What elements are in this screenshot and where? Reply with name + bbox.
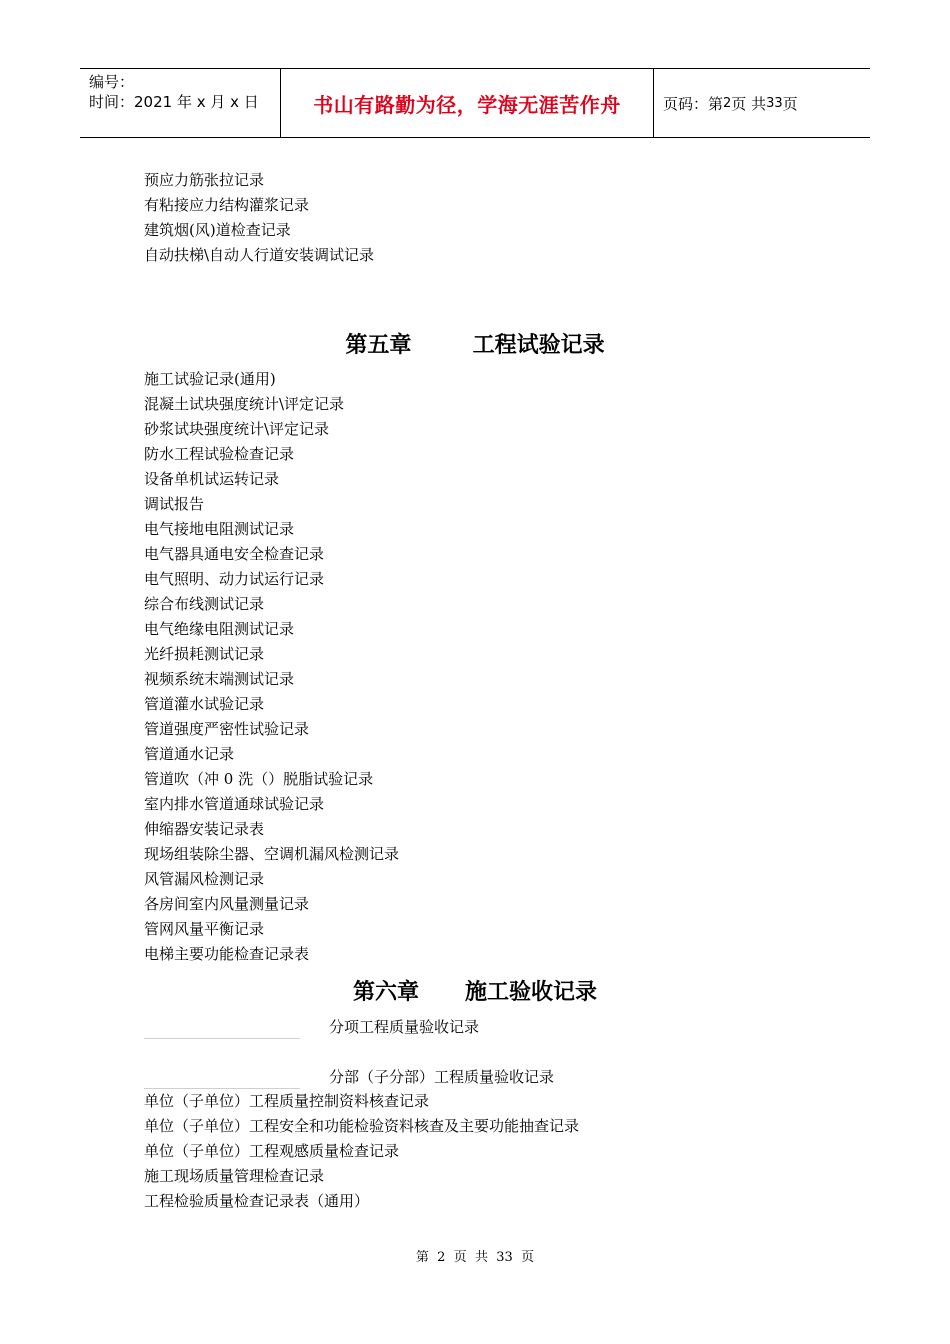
list-item: 施工现场质量管理检查记录 (144, 1167, 325, 1185)
list-item: 自动扶梯\自动人行道安装调试记录 (144, 246, 375, 264)
time-label: 时间：2021 年 x 月 x 日 (89, 93, 259, 111)
list-item: 电气接地电阻测试记录 (144, 520, 295, 538)
list-item: 设备单机试运转记录 (144, 470, 280, 488)
list-item: 管道通水记录 (144, 745, 235, 763)
page-mid: 页 共 (731, 94, 767, 113)
blank-field-line (144, 1038, 300, 1039)
list-item: 管网风量平衡记录 (144, 920, 265, 938)
top-record-list (144, 168, 374, 268)
page-total: 33 (766, 95, 783, 111)
page-footer: 第 2 页 共 33 页 (415, 1250, 535, 1265)
list-item: 电气绝缘电阻测试记录 (144, 620, 295, 638)
list-item: 管道灌水试验记录 (144, 695, 265, 713)
indented-list-item: 分项工程质量验收记录 (329, 1018, 480, 1036)
list-item: 管道吹（冲 0 洗（）脱脂试验记录 (144, 770, 374, 788)
list-item: 建筑烟(风)道检查记录 (144, 221, 291, 239)
list-item: 施工试验记录(通用) (144, 370, 276, 388)
list-item: 调试报告 (144, 495, 205, 513)
chapter-6-record-list (144, 1089, 579, 1214)
header-page-info (654, 69, 870, 137)
page-number: 2 (723, 95, 732, 111)
list-item: 单位（子单位）工程质量控制资料核查记录 (144, 1092, 430, 1110)
number-label: 编号： (89, 73, 135, 91)
list-item: 风管漏风检测记录 (144, 870, 265, 888)
header-motto: 书山有路勤为径，学海无涯苦作舟 (281, 69, 654, 137)
list-item: 电梯主要功能检查记录表 (144, 945, 310, 963)
list-item: 防水工程试验检查记录 (144, 445, 295, 463)
list-item: 视频系统末端测试记录 (144, 670, 295, 688)
header-info-cell (80, 69, 281, 137)
list-item: 砂浆试块强度统计\评定记录 (144, 420, 330, 438)
chapter-5-record-list (144, 367, 399, 967)
list-item: 电气照明、动力试运行记录 (144, 570, 325, 588)
page-prefix: 页码：第 (663, 94, 724, 113)
chapter-5-title: 第五章 工程试验记录 (345, 333, 605, 358)
page-suffix: 页 (782, 94, 798, 113)
list-item: 光纤损耗测试记录 (144, 645, 265, 663)
list-item: 管道强度严密性试验记录 (144, 720, 310, 738)
page-header (80, 68, 870, 138)
list-item: 现场组装除尘器、空调机漏风检测记录 (144, 845, 400, 863)
list-item: 工程检验质量检查记录表（通用） (144, 1192, 370, 1210)
list-item: 电气器具通电安全检查记录 (144, 545, 325, 563)
list-item: 各房间室内风量测量记录 (144, 895, 310, 913)
list-item: 有粘接应力结构灌浆记录 (144, 196, 310, 214)
list-item: 预应力筋张拉记录 (144, 171, 265, 189)
list-item: 单位（子单位）工程观感质量检查记录 (144, 1142, 400, 1160)
list-item: 混凝土试块强度统计\评定记录 (144, 395, 345, 413)
list-item: 室内排水管道通球试验记录 (144, 795, 325, 813)
list-item: 单位（子单位）工程安全和功能检验资料核查及主要功能抽查记录 (144, 1117, 580, 1135)
indented-list-item: 分部（子分部）工程质量验收记录 (329, 1068, 555, 1086)
chapter-6-title: 第六章 施工验收记录 (353, 980, 597, 1005)
list-item: 伸缩器安装记录表 (144, 820, 265, 838)
list-item: 综合布线测试记录 (144, 595, 265, 613)
